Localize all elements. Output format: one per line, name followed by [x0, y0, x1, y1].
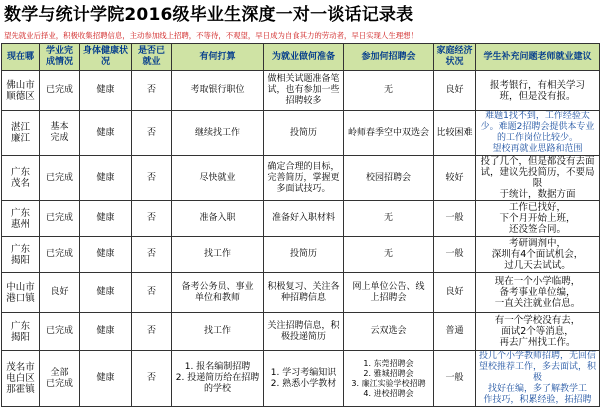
- cell-line: 已完成: [45, 172, 73, 183]
- cell-line: 湛江: [10, 122, 30, 133]
- cell-line: 找工作: [203, 249, 231, 259]
- table-row: [2, 201, 600, 237]
- cell-employed: 否: [132, 71, 172, 111]
- column-header-economy: 家庭经济状况: [434, 44, 476, 71]
- records-table: [1, 43, 600, 407]
- cell-line: 2. 雅城招聘会: [363, 368, 414, 378]
- slogan-text: 望先就业后择业，积极收集招聘信息，主动参加线上招聘，不等待，不观望，早日成为自食其力的劳动者，早日实现人生理想！: [4, 31, 418, 40]
- cell-line: 无: [383, 249, 393, 259]
- cell-note: [476, 111, 600, 156]
- cell-plan: [172, 111, 264, 156]
- cell-line: 积极复习、关注各: [267, 281, 340, 292]
- cell-plan: [172, 237, 264, 273]
- cell-line: 做相关试题准备笔: [267, 74, 340, 84]
- cell-location: [2, 156, 40, 201]
- cell-line: 广东: [10, 320, 30, 332]
- cell-line: 云双选会: [370, 326, 407, 336]
- cell-line: 备考公务员、事业: [181, 281, 254, 292]
- cell-study: [40, 273, 80, 313]
- column-header-plan: 有何打算: [172, 44, 264, 71]
- cell-line: 关注招聘信息，积: [267, 320, 340, 331]
- cell-line: 顺德区: [6, 90, 35, 102]
- cell-line: 准备入职: [199, 213, 236, 223]
- cell-study: [40, 111, 80, 156]
- cell-fair: [344, 237, 434, 273]
- cell-employed: 否: [132, 351, 172, 407]
- cell-line: 单位和教师: [194, 292, 240, 303]
- cell-line: 完成: [50, 133, 69, 143]
- cell-line: 于统计，数据方面: [499, 189, 576, 200]
- cell-location: [2, 273, 40, 313]
- cell-line: 揭阳: [10, 254, 30, 266]
- cell-prep: [264, 201, 344, 237]
- cell-line: 广东: [10, 167, 30, 178]
- cell-health: 健康: [80, 237, 132, 273]
- cell-employed: 否: [132, 237, 172, 273]
- cell-line: 完善简历，掌握更: [267, 172, 340, 183]
- cell-line: 已完成: [45, 378, 73, 389]
- cell-prep: [264, 273, 344, 313]
- cell-economy: 良好: [434, 273, 476, 313]
- cell-line: 全部: [50, 367, 69, 378]
- cell-line: 难题1找不到，工作经验太: [485, 111, 590, 121]
- cell-health: 健康: [80, 351, 132, 407]
- cell-line: 现在一个小学临聘，: [494, 276, 581, 287]
- cell-economy: 一般: [434, 201, 476, 237]
- cell-health: 健康: [80, 201, 132, 237]
- table-row: [2, 351, 600, 407]
- cell-line: 投几个小学教师招聘，无回信: [478, 351, 596, 361]
- cell-line: 岭师春季空中双选会: [347, 127, 429, 138]
- cell-line: 种招聘信息: [280, 292, 326, 303]
- cell-fair: [344, 71, 434, 111]
- table-row: [2, 237, 600, 273]
- cell-line: 班，但是没有报。: [499, 90, 576, 102]
- cell-employed: 否: [132, 111, 172, 156]
- cell-line: 试，也有参加一些: [267, 85, 340, 95]
- cell-plan: [172, 156, 264, 201]
- cell-line: 那霍镇: [6, 384, 35, 395]
- cell-line: 广东: [10, 243, 30, 255]
- cell-plan: [172, 313, 264, 351]
- cell-line: 廉江: [10, 133, 30, 144]
- cell-note: [476, 201, 600, 237]
- cell-line: 准备好入职材料: [271, 213, 335, 223]
- cell-fair: [344, 201, 434, 237]
- cell-employed: 否: [132, 156, 172, 201]
- cell-location: [2, 111, 40, 156]
- cell-plan: [172, 351, 264, 407]
- cell-plan: [172, 71, 264, 111]
- column-header-location: 现在哪: [2, 44, 40, 71]
- column-header-study: 学业完成情况: [40, 44, 80, 71]
- column-header-note: 学生补充问题老师就业建议: [476, 44, 600, 71]
- cell-line: 已完成: [45, 85, 73, 95]
- cell-location: [2, 201, 40, 237]
- cell-line: 4. 进校招聘会: [363, 388, 414, 398]
- cell-health: 健康: [80, 156, 132, 201]
- cell-location: [2, 351, 40, 407]
- cell-location: [2, 313, 40, 351]
- page-title: 数学与统计学院2016级毕业生深度一对一谈话记录表: [4, 5, 414, 25]
- table-row: [2, 71, 600, 111]
- cell-employed: 否: [132, 201, 172, 237]
- cell-study: [40, 237, 80, 273]
- cell-fair: [344, 313, 434, 351]
- cell-line: 无: [383, 213, 393, 223]
- column-header-prep: 为就业做何准备: [264, 44, 344, 71]
- cell-line: 已完成: [45, 326, 73, 336]
- cell-location: [2, 237, 40, 273]
- cell-line: 无: [383, 85, 393, 95]
- cell-line: 已完成: [45, 213, 73, 223]
- cell-line: 港口镇: [6, 292, 35, 304]
- cell-employed: 否: [132, 273, 172, 313]
- cell-line: 佛山市: [6, 79, 35, 91]
- cell-line: 少。难题2招聘会提供本专业: [480, 122, 595, 132]
- cell-plan: [172, 201, 264, 237]
- cell-line: 的工作岗位比较少。: [496, 133, 578, 143]
- cell-line: 找工作: [203, 326, 231, 336]
- cell-line: 望校再就业思路和范围: [492, 144, 583, 154]
- cell-line: 试，建议先投简历，不要局限: [480, 167, 595, 189]
- cell-line: 网上单位公告、线: [352, 281, 425, 292]
- cell-line: 茂名市: [6, 362, 35, 373]
- cell-economy: 普通: [434, 313, 476, 351]
- cell-study: [40, 71, 80, 111]
- cell-study: [40, 313, 80, 351]
- cell-line: 工作已找好，: [508, 202, 566, 213]
- cell-line: 深圳有4个面试机会，: [491, 249, 584, 260]
- cell-line: 的学校: [203, 384, 231, 394]
- cell-line: 多面试技巧。: [276, 183, 331, 194]
- cell-fair: [344, 351, 434, 407]
- cell-line: 3. 廉江实验学校招聘: [351, 378, 426, 388]
- cell-fair: [344, 156, 434, 201]
- cell-employed: 否: [132, 313, 172, 351]
- cell-line: 2. 熟悉小学教材: [270, 378, 337, 389]
- table-row: [2, 111, 600, 156]
- cell-health: 健康: [80, 71, 132, 111]
- cell-line: 投了几个，但是都没有去面: [480, 156, 595, 167]
- cell-line: 尽快就业: [199, 172, 236, 183]
- cell-line: 电白区: [6, 373, 35, 384]
- table-row: [2, 156, 600, 201]
- cell-line: 2. 投递简历给在招聘: [175, 373, 260, 383]
- cell-line: 有一个学校没有去，: [494, 315, 581, 326]
- cell-line: 还没签合同。: [508, 224, 566, 235]
- cell-line: 报考银行，有相关学习: [489, 79, 585, 91]
- cell-line: 再去广州找工作。: [499, 337, 576, 348]
- cell-line: 望校推荐工作，多去面试，积极: [478, 362, 596, 383]
- cell-line: 1. 学习考编知识: [270, 367, 337, 378]
- column-header-health: 身体健康状况: [80, 44, 132, 71]
- cell-line: 考取银行职位: [190, 85, 245, 95]
- cell-line: 找好在编，多了解教学工: [487, 384, 587, 394]
- cell-line: 广东: [10, 207, 30, 219]
- column-header-employed: 是否已就业: [132, 44, 172, 71]
- cell-health: 健康: [80, 111, 132, 156]
- table-row: [2, 273, 600, 313]
- cell-line: 1. 报名编制招聘: [184, 362, 251, 372]
- cell-prep: [264, 111, 344, 156]
- cell-line: 备考事业单位编，: [499, 287, 576, 298]
- cell-note: [476, 273, 600, 313]
- cell-note: [476, 313, 600, 351]
- cell-plan: [172, 273, 264, 313]
- cell-line: 极投递简历: [280, 331, 326, 342]
- cell-line: 招聘较多: [285, 96, 322, 106]
- cell-note: [476, 351, 600, 407]
- cell-line: 确定合理的目标，: [267, 161, 340, 172]
- cell-line: 中山市: [6, 281, 35, 293]
- table-row: [2, 313, 600, 351]
- cell-line: 作技巧，积累经验，拓招聘: [483, 395, 592, 405]
- cell-line: 已完成: [45, 249, 73, 259]
- cell-fair: [344, 273, 434, 313]
- cell-line: 茂名: [10, 178, 30, 189]
- cell-line: 良好: [50, 287, 69, 297]
- column-header-fair: 参加何招聘会: [344, 44, 434, 71]
- cell-note: [476, 237, 600, 273]
- cell-economy: 比较困难: [434, 111, 476, 156]
- cell-line: 面试2个等消息，: [501, 326, 574, 337]
- cell-line: 校园招聘会: [365, 172, 411, 183]
- cell-prep: [264, 351, 344, 407]
- cell-line: 基本: [50, 122, 69, 132]
- cell-line: 下个月开始上班，: [499, 213, 576, 224]
- cell-line: 过几天去试试。: [504, 260, 571, 271]
- cell-prep: [264, 313, 344, 351]
- header-row: [2, 44, 600, 71]
- cell-line: 考研调剂中，: [508, 238, 566, 249]
- cell-study: [40, 351, 80, 407]
- cell-economy: 较好: [434, 156, 476, 201]
- cell-line: 揭阳: [10, 331, 30, 343]
- cell-note: [476, 71, 600, 111]
- cell-line: 投简历: [289, 249, 317, 259]
- cell-line: 惠州: [10, 218, 30, 230]
- cell-study: [40, 201, 80, 237]
- cell-line: 继续找工作: [194, 127, 240, 138]
- cell-prep: [264, 156, 344, 201]
- cell-prep: [264, 71, 344, 111]
- cell-line: 一直关注就业信息。: [494, 298, 581, 309]
- cell-line: 上招聘会: [370, 292, 407, 303]
- cell-economy: 一般: [434, 351, 476, 407]
- cell-line: 投简历: [289, 127, 317, 138]
- cell-note: [476, 156, 600, 201]
- cell-location: [2, 71, 40, 111]
- cell-prep: [264, 237, 344, 273]
- cell-health: 健康: [80, 273, 132, 313]
- cell-health: 健康: [80, 313, 132, 351]
- cell-economy: 一般: [434, 237, 476, 273]
- cell-line: 1. 东莞招聘会: [363, 358, 414, 368]
- cell-study: [40, 156, 80, 201]
- cell-economy: 良好: [434, 71, 476, 111]
- cell-fair: [344, 111, 434, 156]
